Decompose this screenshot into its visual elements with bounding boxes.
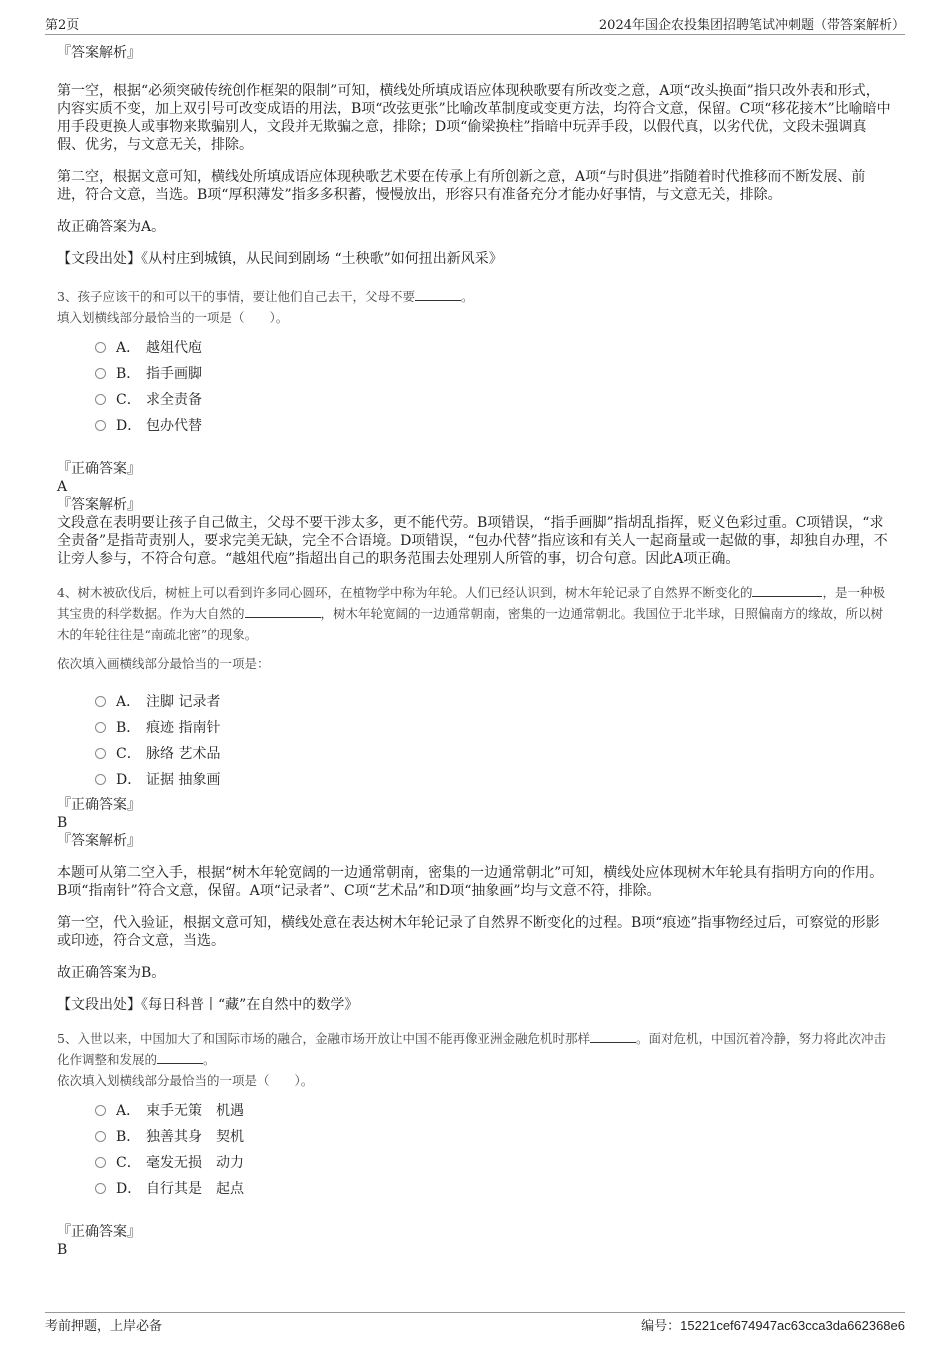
q4-option-b[interactable]: B． 痕迹 指南针 bbox=[95, 714, 893, 740]
radio-icon[interactable] bbox=[95, 722, 106, 733]
radio-icon[interactable] bbox=[95, 1183, 106, 1194]
page-footer bbox=[45, 1312, 905, 1337]
q4-answer-label: 『正确答案』 bbox=[57, 797, 141, 813]
q5-option-d[interactable]: D． 自行其是 起点 bbox=[95, 1175, 893, 1201]
q5-answer-label: 『正确答案』 bbox=[57, 1224, 141, 1240]
q5-answer: B bbox=[57, 1242, 68, 1258]
radio-icon[interactable] bbox=[95, 1131, 106, 1142]
q5-options bbox=[95, 1097, 893, 1201]
q3-answer: A bbox=[57, 479, 68, 495]
radio-icon[interactable] bbox=[95, 774, 106, 785]
q4-analysis-para2: 第一空，代入验证，根据文意可知，横线处意在表达树木年轮记录了自然界不断变化的过程。B项“痕迹”指事物经过后，可察觉的形影或印迹，符合文意，当选。 bbox=[57, 915, 880, 949]
radio-icon[interactable] bbox=[95, 748, 106, 759]
q3-analysis-label: 『答案解析』 bbox=[57, 497, 141, 513]
q5-instruction: 依次填入划横线部分最恰当的一项是（ ）。 bbox=[57, 1073, 314, 1088]
blank bbox=[752, 584, 822, 597]
q4-analysis-para1: 本题可从第二空入手，根据“树木年轮宽阔的一边通常朝南，密集的一边通常朝北”可知，横线处应体现树木年轮具有指明方向的作用。B项“指南针”符合文意，保留。A项“记录者”、C项“艺术品”和D项“抽象画”均与文意不符，排除。 bbox=[57, 865, 884, 899]
q2-analysis-para2: 第二空，根据文意可知，横线处所填成语应体现秧歌艺术要在传承上有所创新之意，A项“与时俱进”指随着时代推移而不断发展、前进，符合文意，当选。B项“厚积薄发”指多多积蓄，慢慢放出，形容只有准备充分才能办好事情，与文意无关，排除。 bbox=[57, 169, 866, 203]
page-header bbox=[45, 14, 905, 35]
radio-icon[interactable] bbox=[95, 1105, 106, 1116]
q3-instruction: 填入划横线部分最恰当的一项是（ ）。 bbox=[57, 310, 289, 325]
q4-source: 【文段出处】《每日科普丨“藏”在自然中的数学》 bbox=[57, 997, 359, 1013]
q5-stem: 5、入世以来，中国加大了和国际市场的融合，金融市场开放让中国不能再像亚洲金融危机时那样 。面对危机，中国沉着冷静，努力将此次冲击化作调整和发展的 。 bbox=[57, 1031, 886, 1067]
footer-slogan: 考前押题，上岸必备 bbox=[45, 1319, 163, 1334]
blank bbox=[415, 288, 461, 301]
q3-option-d[interactable]: D． 包办代替 bbox=[95, 412, 893, 438]
q4-options bbox=[95, 688, 893, 792]
blank bbox=[245, 605, 321, 618]
q3-option-c[interactable]: C． 求全责备 bbox=[95, 386, 893, 412]
radio-icon[interactable] bbox=[95, 394, 106, 405]
q3-option-b[interactable]: B． 指手画脚 bbox=[95, 360, 893, 386]
q4-analysis-label: 『答案解析』 bbox=[57, 833, 141, 849]
q3-option-a[interactable]: A． 越俎代庖 bbox=[95, 334, 893, 360]
document-code: 编号：15221cef674947ac63cca3da662368e6 bbox=[641, 1318, 905, 1334]
q4-option-d[interactable]: D． 证据 抽象画 bbox=[95, 766, 893, 792]
question-4 bbox=[57, 582, 893, 1014]
q4-conclusion: 故正确答案为B。 bbox=[57, 965, 166, 981]
q2-source: 【文段出处】《从村庄到城镇，从民间到剧场 “土秧歌”如何扭出新风采》 bbox=[57, 251, 503, 267]
page-number: 第2页 bbox=[45, 18, 80, 33]
radio-icon[interactable] bbox=[95, 1157, 106, 1168]
q5-option-a[interactable]: A． 束手无策 机遇 bbox=[95, 1097, 893, 1123]
q3-analysis: 文段意在表明要让孩子自己做主，父母不要干涉太多，更不能代劳。B项错误，“指手画脚”指胡乱指挥，贬义色彩过重。C项错误，“求全责备”是指苛责别人，要求完美无缺，完全不合语境。D项错误，“包办代替”指应该和有关人一起商量或一起做的事，却独自办理，不让旁人参与，不符合句意。“越俎代庖”指超出自己的职务范围去处理别人所管的事，切合句意。因此A项正确。 bbox=[57, 515, 888, 567]
q3-stem: 3、孩子应该干的和可以干的事情，要让他们自己去干，父母不要 。 bbox=[57, 289, 474, 304]
page-content bbox=[57, 44, 893, 1259]
q3-options bbox=[95, 334, 893, 438]
question-3 bbox=[57, 286, 893, 568]
radio-icon[interactable] bbox=[95, 342, 106, 353]
q2-analysis-para1: 第一空，根据“必须突破传统创作框架的限制”可知，横线处所填成语应体现秧歌要有所改变之意，A项“改头换面”指只改外表和形式，内容实质不变，加上双引号可改变成语的用法，B项“改弦更张”比喻改革制度或变更方法，均符合文意，保留。C项“移花接木”比喻暗中用手段更换人或事物来欺骗别人，文段并无欺骗之意，排除；D项“偷梁换柱”指暗中玩弄手段，以假代真，以劣代优，文段未强调真假、优劣，与文意无关，排除。 bbox=[57, 83, 891, 153]
radio-icon[interactable] bbox=[95, 696, 106, 707]
q3-answer-label: 『正确答案』 bbox=[57, 461, 141, 477]
q4-instruction: 依次填入画横线部分最恰当的一项是： bbox=[57, 656, 270, 671]
q2-conclusion: 故正确答案为A。 bbox=[57, 219, 166, 235]
q4-option-c[interactable]: C． 脉络 艺术品 bbox=[95, 740, 893, 766]
question-5 bbox=[57, 1028, 893, 1259]
q2-analysis-label: 『答案解析』 bbox=[57, 45, 141, 61]
radio-icon[interactable] bbox=[95, 420, 106, 431]
document-title: 2024年国企农投集团招聘笔试冲刺题（带答案解析） bbox=[598, 18, 905, 33]
q4-stem: 4、树木被砍伐后，树桩上可以看到许多同心圆环，在植物学中称为年轮。人们已经认识到，树木年轮记录了自然界不断变化的 ，是一种极其宝贵的科学数据。作为大自然的 ，树木年轮宽阔的一边通常朝南，密集的一边通常朝北。我国位于北半球，日照偏南方的缘故，所以树木的年轮往往是“南疏北密”的现象。 bbox=[57, 585, 885, 642]
blank bbox=[157, 1051, 203, 1064]
radio-icon[interactable] bbox=[95, 368, 106, 379]
q4-option-a[interactable]: A． 注脚 记录者 bbox=[95, 688, 893, 714]
q5-option-c[interactable]: C． 毫发无损 动力 bbox=[95, 1149, 893, 1175]
blank bbox=[590, 1030, 636, 1043]
q4-answer: B bbox=[57, 815, 68, 831]
q5-option-b[interactable]: B． 独善其身 契机 bbox=[95, 1123, 893, 1149]
